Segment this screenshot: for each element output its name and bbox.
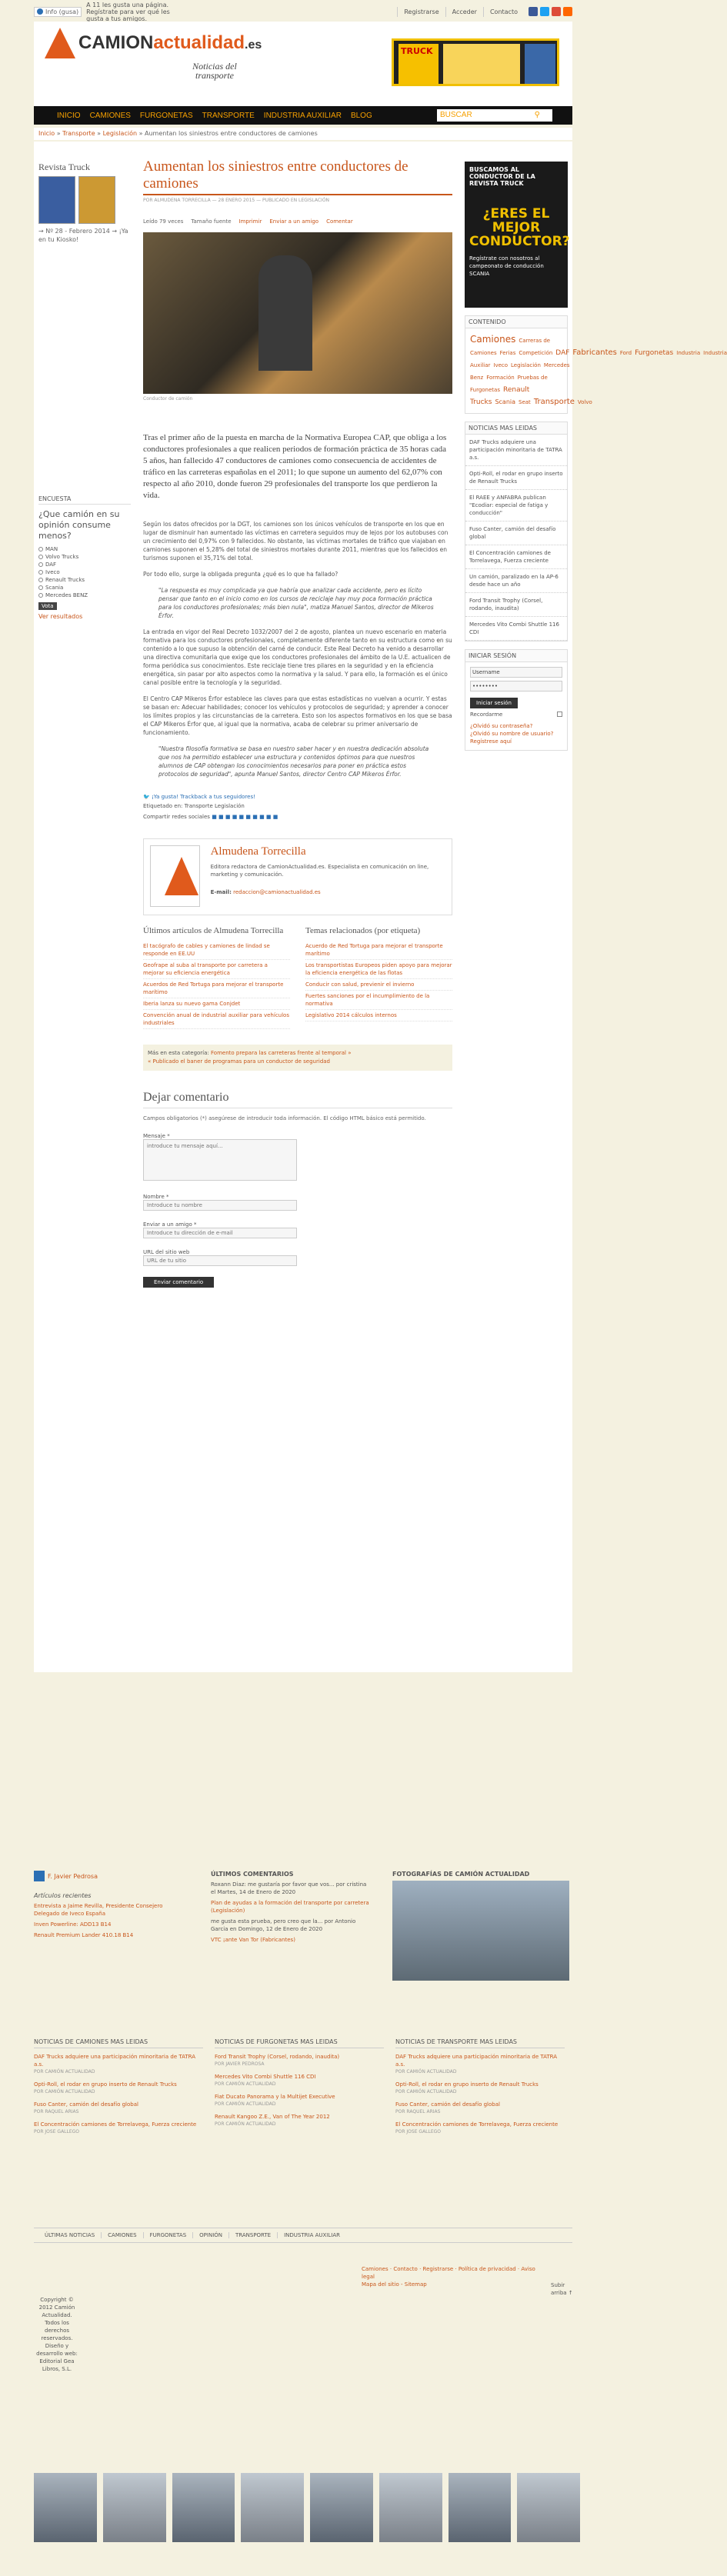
footer-widgets: F. Javier Pedrosa Artículos recientes Entrevista a Jaime Revilla, Presidente Consejero Delegado de Iveco España Inven Powerline: ADD13 B14 Renault Premium Lander 410.18 B14 ÚLTIMOS COMENTARIOS Roxann Diaz: me gustaría por favor que vos... por cristina el Martes, 14 de Enero de 2020 Plan de ayudas a la formación del transporte por carretera (Legislación) me gusta esta prueba, pero creo que la... por Antonio Garcia en Domingo, 12 de Enero de 2020 VTC ¡ante Van Tor (Fabricantes) FOTOGRAFÍAS DE CAMIÓN ACTUALIDAD xyxy=(34,1871,572,2024)
news-link[interactable]: Ford Transit Trophy (Corsel, rodando, inaudita) xyxy=(465,593,567,617)
tag-link[interactable]: Camiones xyxy=(470,334,516,345)
bottom-nav-item[interactable]: ÚLTIMAS NOTICIAS xyxy=(45,2232,95,2238)
footer-most-read: NOTICIAS DE CAMIONES MAS LEIDAS DAF Trucks adquiere una participación minoritaria de TATRA a.s. POR CAMIÓN ACTUALIDAD Opti-Roll, el rodar en grupo inserto de Renault Trucks POR CAMIÓN ACTUALIDAD Fuso Canter, camión del desafío global POR RAQUEL ARIAS El Concentración camiones de Torrelavega, Fuerza creciente POR JOSE GALLEGO NOTICIAS DE FURGONETAS MAS LEIDAS Ford Transit Trophy (Corsel, rodando, inaudita) POR JAVIER PEDROSA Mercedes Vito Combi Shuttle 116 CDI POR CAMIÓN ACTUALIDAD Fiat Ducato Panorama y la Multijet Executive POR CAMIÓN ACTUALIDAD Renault Kangoo Z.E., Van of The Year 2012 POR CAMIÓN ACTUALIDAD NOTICIAS DE TRANSPORTE MAS LEIDAS DAF Trucks adquiere una participación minoritaria de TATRA a.s. POR CAMIÓN ACTUALIDAD Opti-Roll, el rodar en grupo inserto de Renault Trucks POR CAMIÓN ACTUALIDAD Fuso Canter, camión del desafío global POR RAQUEL ARIAS El Concentración camiones de Torrelavega, Fuerza creciente POR JOSE GALLEGO xyxy=(34,2038,572,2223)
tag-link[interactable]: Ferias xyxy=(499,350,516,356)
site-link[interactable]: Contacto xyxy=(393,2266,418,2272)
vote-button[interactable]: Vota xyxy=(38,602,57,610)
news-link[interactable]: Fuso Canter, camión del desafío global xyxy=(465,522,567,545)
thumb[interactable] xyxy=(34,2473,97,2542)
email-field[interactable] xyxy=(143,1228,297,1238)
top-bar xyxy=(34,3,572,20)
top-links xyxy=(397,7,524,17)
password-input[interactable]: •••••••• xyxy=(470,681,562,691)
magazine-caption: → Nº 28 - Febrero 2014 → ¡Ya en tu Kiosko! xyxy=(38,228,128,243)
poll-option[interactable]: Volvo Trucks xyxy=(38,554,131,560)
related-link[interactable]: Legislativo 2014 cálculos internos xyxy=(305,1010,452,1021)
search-icon[interactable]: ⚲ xyxy=(534,111,540,119)
url-field[interactable] xyxy=(143,1255,297,1266)
bottom-nav-item[interactable]: CAMIONES xyxy=(101,2232,142,2238)
prev-article-link[interactable]: « Publicado el baner de programas para un conductor de seguridad xyxy=(148,1058,330,1065)
font-size-control[interactable]: Tamaño fuente xyxy=(191,218,232,225)
recent-link[interactable]: Renault Premium Lander 410.18 B14 xyxy=(34,1932,134,1938)
author-box: Almudena Torrecilla Editora redactora de CamionActualidad.es. Especialista en comunicación on line, marketing y comunicación. E-mail: redaccion@camionactualidad.es xyxy=(143,838,452,915)
article-tags[interactable]: Etiquetado en: Transporte Legislación xyxy=(143,803,245,809)
rss-icon[interactable] xyxy=(563,7,572,16)
breadcrumb: Inicio » Transporte » Legislación » Aumentan los siniestros entre conductores de camiones xyxy=(34,128,572,140)
article-title: Aumentan los siniestros entre conductores de camiones xyxy=(143,158,452,195)
site-links: Camiones · Contacto · Registrarse · Política de privacidad · Aviso legal Mapa del sitio - Sitemap xyxy=(362,2266,535,2288)
share-icons[interactable]: ■ ■ ■ ■ ■ ■ ■ ■ ■ ■ xyxy=(212,814,278,820)
related-link[interactable]: Iberia lanza su nuevo gama Conjdet xyxy=(143,998,290,1010)
photo-caption: Conductor de camión xyxy=(143,396,193,402)
tweet-link[interactable]: 🐦 ¡Ya gusta! Trackback a tus seguidores! xyxy=(143,794,255,800)
news-link[interactable]: El Concentración camiones de Torrelavega, Fuerza creciente POR JOSE GALLEGO xyxy=(34,2121,197,2134)
news-link[interactable]: Fiat Ducato Panorama y la Multijet Executive POR CAMIÓN ACTUALIDAD xyxy=(215,2094,335,2107)
social-icons xyxy=(529,7,572,16)
poll-option[interactable]: DAF xyxy=(38,562,131,568)
article-lead: Tras el primer año de la puesta en marcha de la Normativa Europea CAP, que obliga a los conductores profesionales a que realicen periodos de formación práctica de 35 horas cada 5 años, han fallecido 47 conductores de camiones como consecuencia de accidentes de tráfico en las carreteras españolas en el 2011; lo que supone un aumento del 62,07% con respecto al año 2010, donde fueron 29 profesionales del transporte los que perdieron la vida. xyxy=(143,433,447,500)
right-sidebar xyxy=(465,162,727,751)
article-body: Según los datos ofrecidos por la DGT, los camiones son los únicos vehículos de transporte en los que en lugar de disminuir han aumentado las víctimas en carretera seguidos muy de lejos por los autobuses con un crecimiento del 0,97% con 9 fallecidos. No obstante, las víctimas mortales de tráfico que viajaban en camiones suponen el 5,28% del total de siniestros mortales durante 2011, mientras que los fallecidos en turismos suponen el 35,71% del total. Por todo ello, surge la obligada pregunta ¿qué es lo que ha fallado? "La respuesta es muy complicada ya que habría que analizar cada accidente, pero es lícito pensar que tanto en el inicio como en los cursos de reciclaje hay muy poca formación práctica para los conductores profesionales; más bien nula", matiza Manuel Santos, director de Mikeros Érfor. La entrada en vigor del Real Decreto 1032/2007 del 2 de agosto, plantea un nuevo escenario en materia formativa para los conductores profesionales, completamente diferente tanto en su estructura como en su contenido a lo que supuso la obtención del carné de conducir. Este Real Decreto ha venido a desarrollar una directiva comunitaria que exige que los conductores profesionales del ámbito de la U.E. actualicen de forma periódica sus conocimientos. Este reciclaje tiene tres pilares en la seguridad y en la eficiencia energética, sin pasar por alto aspectos como la normativa y la salud. Y para ello, la formación es el único canal posible entre la tecnología y la seguridad. El Centro CAP Mikeros Érfor establece las claves para que estas estadísticas no vuelvan a ocurrir. Y estas se basan en: Adecuar habilidades; conocer los vehículos y protocolos de seguridad; y aprender a conocer los límites propios y las circunstancias de la carretera. Esto son los aspectos formativos en los que se basa el CAP Mikeros Érfor que, al igual que la normativa, acaba de celebrar su primer aniversario de funcionamiento. "Nuestra filosofía formativa se basa en nuestro saber hacer y en nuestra dedicación absoluta que nos ha permitido establecer una estructura y contenidos óptimos para que nuestros alumnos de CAP obtengan los conocimientos necesarios para poner en práctica estos protocolos de seguridad", apunta Manuel Santos, director Centro CAP Mikeros Érfor. xyxy=(143,521,452,778)
remember-checkbox[interactable] xyxy=(557,711,562,717)
bottom-nav-item[interactable]: FURGONETAS xyxy=(143,2232,193,2238)
site-tagline: Noticias del transporte xyxy=(192,61,237,81)
radio-icon[interactable] xyxy=(38,562,43,567)
nav-industria-auxiliar[interactable]: INDUSTRIA AUXILIAR xyxy=(263,111,342,120)
related-link[interactable]: Conducir con salud, previenir el invierno xyxy=(305,979,452,991)
news-link[interactable]: El Concentración camiones de Torrelavega, Fuerza creciente POR JOSE GALLEGO xyxy=(395,2121,559,2134)
author-avatar xyxy=(150,845,200,907)
login-widget: INICIAR SESIÓN Username •••••••• Iniciar sesión Recordarme ¿Olvidó su contraseña? ¿Olvidó su nombre de usuario? Regístrese aquí xyxy=(465,649,568,751)
news-link[interactable]: Opti-Roll, el rodar en grupo inserto de Renault Trucks POR CAMIÓN ACTUALIDAD xyxy=(395,2081,539,2094)
site-link[interactable]: Mapa del sitio - Sitemap xyxy=(362,2281,427,2288)
thumb[interactable] xyxy=(449,2473,512,2542)
radio-icon[interactable] xyxy=(38,570,43,575)
article xyxy=(143,158,452,1288)
comment-item[interactable]: Plan de ayudas a la formación del transporte por carretera (Legislación) xyxy=(211,1900,369,1914)
info-icon xyxy=(37,8,43,15)
thumb[interactable] xyxy=(103,2473,166,2542)
facebook-like-message: A 11 les gusta una página. Regístrate para ver qué les gusta a tus amigos. xyxy=(86,1,170,22)
recent-link[interactable]: Entrevista a Jaime Revilla, Presidente Consejero Delegado de Iveco España xyxy=(34,1903,163,1917)
nav-blog[interactable]: BLOG xyxy=(350,111,372,120)
tag-link[interactable]: Iveco xyxy=(493,362,509,368)
comment-item[interactable]: VTC ¡ante Van Tor (Fabricantes) xyxy=(211,1937,295,1943)
register-here-link[interactable]: Regístrese aquí xyxy=(470,738,512,745)
breadcrumb-transporte[interactable]: Transporte xyxy=(62,130,95,137)
radio-icon[interactable] xyxy=(38,547,43,552)
tag-link[interactable]: DAF xyxy=(555,349,570,357)
nav-furgonetas[interactable]: FURGONETAS xyxy=(139,111,193,120)
poll-option[interactable]: Renault Trucks xyxy=(38,577,131,583)
email-friend-link[interactable]: Enviar a un amigo xyxy=(269,218,319,225)
left-sidebar xyxy=(38,162,131,244)
facebook-icon[interactable] xyxy=(529,7,538,16)
tag-link[interactable]: Industria xyxy=(676,350,701,356)
tag-link[interactable]: Industria Auxiliar xyxy=(470,350,727,368)
tag-link[interactable]: Scania xyxy=(495,398,516,405)
bottom-nav-item[interactable]: TRANSPORTE xyxy=(228,2232,277,2238)
author-name[interactable]: Almudena Torrecilla xyxy=(210,845,306,858)
copyright: Copyright © 2012 Camión Actualidad. Todos los derechos reservados. Diseño y desarrollo web: Editorial Gea Libros, S.L. xyxy=(36,2297,78,2372)
breadcrumb-home[interactable]: Inicio xyxy=(38,130,55,137)
tag-link[interactable]: Mercedes Benz xyxy=(470,362,570,381)
main-nav xyxy=(34,106,572,125)
register-link[interactable]: Registrarse xyxy=(397,7,445,17)
poll-results-link[interactable]: Ver resultados xyxy=(38,613,83,620)
site-link[interactable]: Camiones xyxy=(362,2266,389,2272)
site-link[interactable]: Registrarse xyxy=(422,2266,454,2272)
news-link[interactable]: Opti-Roll, el rodar en grupo inserto de Renault Trucks xyxy=(465,466,567,490)
tag-link[interactable]: Competición xyxy=(519,350,553,356)
share-section xyxy=(143,794,452,820)
social-share: Compartir redes sociales ■ ■ ■ ■ ■ ■ ■ ■ ■ ■ xyxy=(143,814,278,820)
news-link[interactable]: Fuso Canter, camión del desafío global POR RAQUEL ARIAS xyxy=(34,2101,138,2114)
thumb[interactable] xyxy=(241,2473,304,2542)
tag-link[interactable]: Ford xyxy=(619,350,632,356)
message-textarea[interactable] xyxy=(143,1139,297,1181)
forgot-password-link[interactable]: ¿Olvidó su contraseña? xyxy=(470,723,533,729)
tag-link[interactable]: Fabricantes xyxy=(572,348,617,357)
tag-cloud: CONTENIDO Camiones Carreras de Camiones Ferias Competición DAF Fabricantes Ford Furgonetas Industria Industria Auxiliar Iveco Legislación Mercedes Benz Formación Pruebas de Furgonetas Renault Trucks Scania Seat Transporte Volvo xyxy=(465,315,568,414)
bottom-nav-item[interactable]: INDUSTRIA AUXILIAR xyxy=(277,2232,346,2238)
read-count: Leído 79 veces xyxy=(143,218,184,225)
google-plus-icon[interactable] xyxy=(552,7,561,16)
site-link[interactable]: Aviso legal xyxy=(362,2266,535,2280)
news-link[interactable]: Opti-Roll, el rodar en grupo inserto de Renault Trucks POR CAMIÓN ACTUALIDAD xyxy=(34,2081,177,2094)
news-link[interactable]: Mercedes Vito Combi Shuttle 116 CDI POR CAMIÓN ACTUALIDAD xyxy=(215,2074,316,2087)
print-link[interactable]: Imprimir xyxy=(238,218,262,225)
poll-widget: ENCUESTA ¿Que camión en su opinión consume menos? MAN Volvo Trucks DAF Iveco Renault Trucks Scania Mercedes BENZ Vota Ver resultados xyxy=(38,495,131,620)
thumb[interactable] xyxy=(310,2473,373,2542)
news-link[interactable]: Renault Kangoo Z.E., Van of The Year 2012 POR CAMIÓN ACTUALIDAD xyxy=(215,2114,330,2127)
related-link[interactable]: Geofrape al suba al transporte por carretera a mejorar su eficiencia energética xyxy=(143,960,290,979)
news-link[interactable]: El RAEE y ANFABRA publican "Ecodiar: especial de fatiga y conducción" xyxy=(465,490,567,522)
thumb[interactable] xyxy=(517,2473,580,2542)
author-email[interactable]: redaccion@camionactualidad.es xyxy=(233,889,321,895)
tag-link[interactable]: Furgonetas xyxy=(635,349,674,357)
twitter-icon: 🐦 xyxy=(143,794,152,800)
contact-link[interactable]: Contacto xyxy=(483,7,524,17)
search-input[interactable]: BUSCAR ⚲ xyxy=(437,109,552,122)
logo-triangle-icon xyxy=(45,28,75,58)
breadcrumb-legislacion[interactable]: Legislación xyxy=(102,130,138,137)
name-field[interactable] xyxy=(143,1200,297,1211)
comment-link[interactable]: Comentar xyxy=(326,218,353,225)
scania-banner[interactable]: BUSCAMOS AL CONDUCTOR DE LA REVISTA TRUCK ¿ERES EL MEJOR CONDUCTOR? Regístrate con nosotros al campeonato de conducción SCANIA xyxy=(465,162,568,308)
footer-photo-strip xyxy=(34,2473,580,2542)
article-photo xyxy=(143,232,452,394)
facebook-info-badge[interactable]: Info (gusa) xyxy=(34,7,82,17)
nav-transporte[interactable]: TRANSPORTE xyxy=(202,111,255,120)
tag-link[interactable]: Transporte xyxy=(533,398,575,406)
news-link[interactable]: Mercedes Vito Combi Shuttle 116 CDI xyxy=(465,617,567,641)
thumb[interactable] xyxy=(379,2473,442,2542)
poll-option[interactable]: Iveco xyxy=(38,569,131,575)
site-link[interactable]: Política de privacidad xyxy=(458,2266,516,2272)
news-link[interactable]: Fuso Canter, camión del desafío global POR RAQUEL ARIAS xyxy=(395,2101,500,2114)
author-bio: Editora redactora de CamionActualidad.es. Especialista en comunicación on line, marketing y comunicación. xyxy=(210,864,429,878)
avatar xyxy=(34,1871,45,1881)
related-link[interactable]: El tacógrafo de cables y camiones de lindad se responde en EE.UU xyxy=(143,941,290,960)
nav-inicio[interactable]: INICIO xyxy=(57,111,81,120)
tag-link[interactable]: Renault Trucks xyxy=(470,386,530,406)
site-header xyxy=(34,22,572,106)
magazine-title: Revista Truck xyxy=(38,162,91,172)
poll-question: ¿Que camión en su opinión consume menos? xyxy=(38,509,120,541)
radio-icon[interactable] xyxy=(38,578,43,582)
tag-link[interactable]: Carreras de Camiones xyxy=(470,338,551,356)
related-link[interactable]: Acuerdo de Red Tortuga para mejorar el transporte marítimo xyxy=(305,941,452,960)
article-meta: POR ALMUDENA TORRECILLA — 28 ENERO 2015 — PUBLICADO EN LEGISLACIÓN xyxy=(143,198,330,203)
related-link[interactable]: Convención anual de industrial auxiliar para vehículos industriales xyxy=(143,1010,290,1029)
news-link[interactable]: El Concentración camiones de Torrelavega, Fuerza creciente xyxy=(465,545,567,569)
site-logo[interactable]: CAMIONactualidad.es xyxy=(45,28,262,58)
comment-item[interactable]: me gusta esta prueba, pero creo que la... por Antonio Garcia en Domingo, 12 de Enero de 2020 xyxy=(211,1918,356,1932)
magazine-covers[interactable] xyxy=(38,176,131,224)
comment-item[interactable]: Roxann Diaz: me gustaría por favor que vos... por cristina el Martes, 14 de Enero de 2020 xyxy=(211,1881,367,1895)
related-link[interactable]: Acuerdos de Red Tortuga para mejorar el transporte marítimo xyxy=(143,979,290,998)
comment-form: Dejar comentario Campos obligatorios (*) asegúrese de introducir toda información. El código HTML básico está permitido. Mensaje * introduce tu mensaje aquí... Nombre * Introduce tu nombre Enviar a un amigo * Introduce tu dirección de e-mail URL del sitio web URL de tu sitio Enviar comentario xyxy=(143,1091,452,1288)
most-read-news: NOTICIAS MAS LEIDAS DAF Trucks adquiere una participación minoritaria de TATRA a.s. Opti-Roll, el rodar en grupo inserto de Renault Trucks El RAEE y ANFABRA publican "Ecodiar: especial de fatiga y conducción" Fuso Canter, camión del desafío global El Concentración camiones de Torrelavega, Fuerza creciente Un camión, paralizado en la AP-6 desde hace un año Ford Transit Trophy (Corsel, rodando, inaudita) Mercedes Vito Combi Shuttle 116 CDI xyxy=(465,422,568,642)
bottom-nav xyxy=(34,2228,572,2243)
related-link[interactable]: Los transportistas Europeos piden apoyo para mejorar la eficiencia energética de las flotas xyxy=(305,960,452,979)
twitter-icon[interactable] xyxy=(540,7,549,16)
poll-option[interactable]: Mercedes BENZ xyxy=(38,592,131,598)
username-input[interactable]: Username xyxy=(470,667,562,678)
quote: "La respuesta es muy complicada ya que habría que analizar cada accidente, pero es lícito pensar que tanto en el inicio como en los cursos de reciclaje hay muy poca formación práctica para los conductores profesionales; más bien nula", matiza Manuel Santos, director de Mikeros Érfor. xyxy=(158,587,434,619)
tag-link[interactable]: Formación xyxy=(486,375,515,381)
twitter-profile[interactable]: F. Javier Pedrosa xyxy=(34,1871,188,1881)
quote: "Nuestra filosofía formativa se basa en nuestro saber hacer y en nuestra dedicación absoluta que nos ha permitido establecer una estructura y contenidos óptimos para que nuestros alumnos de CAP obtengan los conocimientos necesarios para poner en práctica estos protocolos de seguridad", apunta Manuel Santos, director Centro CAP Mikeros Érfor. xyxy=(158,745,429,778)
tag-link[interactable]: Pruebas de Furgonetas xyxy=(470,375,548,393)
thumb[interactable] xyxy=(172,2473,235,2542)
radio-icon[interactable] xyxy=(38,585,43,590)
tag-link[interactable]: Seat xyxy=(519,399,531,405)
truck-magazine-ad[interactable]: TRUCK xyxy=(392,38,559,86)
nav-camiones[interactable]: CAMIONES xyxy=(89,111,131,120)
poll-option[interactable]: Scania xyxy=(38,585,131,591)
login-button[interactable]: Iniciar sesión xyxy=(470,698,518,708)
related-articles: Últimos artículos de Almudena Torrecilla El tacógrafo de cables y camiones de lindad se responde en EE.UU Geofrape al suba al transporte por carretera a mejorar su eficiencia energética Acuerdos de Red Tortuga para mejorar el transporte marítimo Iberia lanza su nuevo gama Conjdet Convención anual de industrial auxiliar para vehículos industriales Temas relacionados (por etiqueta) Acuerdo de Red Tortuga para mejorar el transporte marítimo Los transportistas Europeos piden apoyo para mejorar la eficiencia energética de las flotas Conducir con salud, previenir el invierno Fuertes sanciones por el incumplimiento de la normativa Legislativo 2014 cálculos internos xyxy=(143,926,452,1029)
breadcrumb-current: Aumentan los siniestros entre conductores de camiones xyxy=(145,130,318,137)
radio-icon[interactable] xyxy=(38,555,43,559)
bottom-nav-item[interactable]: OPINIÓN xyxy=(192,2232,228,2238)
forgot-username-link[interactable]: ¿Olvidó su nombre de usuario? xyxy=(470,731,554,737)
radio-icon[interactable] xyxy=(38,593,43,598)
category-nav: Más en esta categoría: Fomento prepara las carreteras frente al temporal » « Publicado el baner de programas para un conductor de seguridad xyxy=(143,1045,452,1071)
article-tools xyxy=(143,218,452,225)
related-link[interactable]: Fuertes sanciones por el incumplimiento de la normativa xyxy=(305,991,452,1010)
page-content xyxy=(34,142,727,1672)
photo-gallery[interactable] xyxy=(392,1881,569,1981)
login-link[interactable]: Acceder xyxy=(445,7,483,17)
news-link[interactable]: Un camión, paralizado en la AP-6 desde hace un año xyxy=(465,569,567,593)
next-article-link[interactable]: Fomento prepara las carreteras frente al temporal » xyxy=(211,1050,352,1056)
news-link[interactable]: DAF Trucks adquiere una participación minoritaria de TATRA a.s. POR CAMIÓN ACTUALIDAD xyxy=(34,2054,195,2074)
poll-option[interactable]: MAN xyxy=(38,546,131,552)
news-link[interactable]: DAF Trucks adquiere una participación minoritaria de TATRA a.s. xyxy=(465,435,567,466)
back-to-top[interactable]: Subir arriba ↑ xyxy=(551,2282,573,2296)
tag-link[interactable]: Volvo xyxy=(577,399,592,405)
tag-link[interactable]: Legislación xyxy=(511,362,541,368)
news-link[interactable]: DAF Trucks adquiere una participación minoritaria de TATRA a.s. POR CAMIÓN ACTUALIDAD xyxy=(395,2054,557,2074)
news-link[interactable]: Ford Transit Trophy (Corsel, rodando, inaudita) POR JAVIER PEDROSA xyxy=(215,2054,340,2067)
send-comment-button[interactable]: Enviar comentario xyxy=(143,1277,214,1288)
recent-link[interactable]: Inven Powerline: ADD13 B14 xyxy=(34,1921,112,1928)
